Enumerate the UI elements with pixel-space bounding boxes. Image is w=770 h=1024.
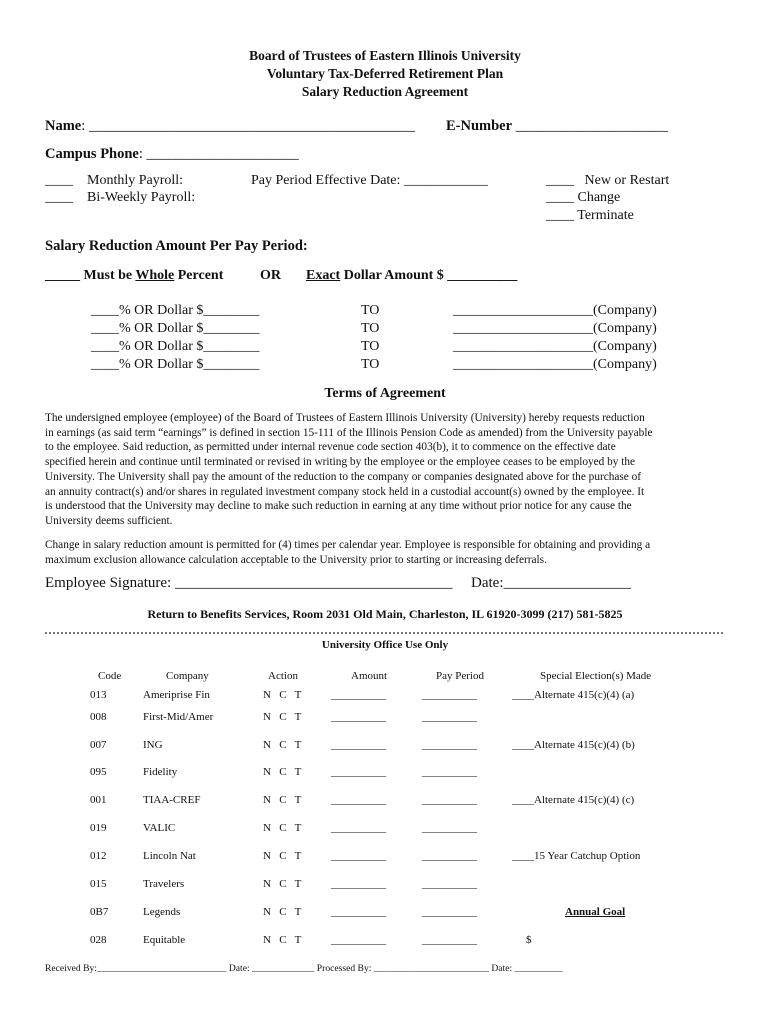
row-amount[interactable]: __________ bbox=[331, 711, 386, 723]
row-code: 019 bbox=[90, 822, 107, 834]
return-address: Return to Benefits Services, Room 2031 Old Main, Charleston, IL 61920-3099 (217) 581-5825 bbox=[147, 607, 623, 621]
row-pay-period[interactable]: __________ bbox=[422, 934, 477, 946]
row-amount[interactable]: __________ bbox=[331, 934, 386, 946]
allocation-left[interactable]: ____% OR Dollar $________ bbox=[91, 357, 260, 372]
row-code: 015 bbox=[90, 878, 107, 890]
row-amount[interactable]: __________ bbox=[331, 878, 386, 890]
row-action[interactable]: N C T bbox=[263, 822, 302, 834]
change-option[interactable]: ____ Change bbox=[546, 190, 621, 205]
row-pay-period[interactable]: __________ bbox=[422, 878, 477, 890]
terms-line: University. The University shall pay the amount of the reduction to the company or companies designated above for the purchase of bbox=[45, 470, 642, 483]
row-action[interactable]: N C T bbox=[263, 850, 302, 862]
allocation-company[interactable]: ____________________(Company) bbox=[453, 339, 657, 354]
row-action[interactable]: N C T bbox=[263, 766, 302, 778]
row-special[interactable]: ____15 Year Catchup Option bbox=[512, 850, 641, 862]
terms-line: The undersigned employee (employee) of the Board of Trustees of Eastern Illinois University (University) hereby requests reduction bbox=[45, 412, 645, 424]
row-code: 028 bbox=[90, 934, 107, 946]
name-label: Name bbox=[45, 118, 82, 134]
row-special[interactable]: ____Alternate 415(c)(4) (b) bbox=[512, 739, 635, 751]
terms-paragraph-1 bbox=[45, 411, 729, 529]
row-code: 007 bbox=[90, 739, 107, 751]
row-pay-period[interactable]: __________ bbox=[422, 689, 477, 701]
terms-line: specified herein and continue until terminated or revised in writing by the employee or the employee ceases to be employed by the bbox=[45, 456, 636, 469]
enumber-label: E-Number bbox=[446, 118, 513, 134]
table-row bbox=[0, 906, 770, 922]
terms-line: University deems sufficient. bbox=[45, 514, 173, 527]
biweekly-payroll-option[interactable]: ____ Bi-Weekly Payroll: bbox=[45, 190, 196, 205]
whole-percent-post: Percent bbox=[174, 268, 224, 283]
row-code: 012 bbox=[90, 850, 107, 862]
terms-line: maximum exclusion allowance calculation acceptable to the University prior to starting or increasing deferrals. bbox=[45, 553, 547, 566]
exact-dollar-option[interactable] bbox=[306, 268, 517, 284]
col-header-action: Action bbox=[268, 670, 298, 682]
allocation-to: TO bbox=[361, 321, 380, 336]
row-action[interactable]: N C T bbox=[263, 711, 302, 723]
row-special[interactable]: ____Alternate 415(c)(4) (c) bbox=[512, 794, 635, 806]
row-pay-period[interactable]: __________ bbox=[422, 850, 477, 862]
name-blank[interactable]: : _____________________________________________ bbox=[81, 118, 416, 134]
whole-word: Whole bbox=[135, 268, 175, 283]
signature-date-field[interactable]: Date:_________________ bbox=[471, 575, 631, 591]
pay-period-effective-date[interactable]: Pay Period Effective Date: ____________ bbox=[251, 173, 488, 188]
exact-word: Exact bbox=[306, 268, 341, 283]
row-amount[interactable]: __________ bbox=[331, 689, 386, 701]
row-code: 0B7 bbox=[90, 906, 109, 918]
col-header-special-elections: Special Election(s) Made bbox=[540, 670, 652, 682]
row-code: 008 bbox=[90, 711, 107, 723]
row-company: TIAA-CREF bbox=[143, 794, 201, 806]
row-amount[interactable]: __________ bbox=[331, 739, 386, 751]
row-company: Fidelity bbox=[143, 766, 178, 778]
office-use-heading: University Office Use Only bbox=[321, 639, 449, 651]
row-action[interactable]: N C T bbox=[263, 794, 302, 806]
annual-goal-amount[interactable]: $ bbox=[526, 934, 532, 946]
allocation-left[interactable]: ____% OR Dollar $________ bbox=[91, 303, 260, 318]
dotted-separator bbox=[45, 632, 723, 634]
allocation-to: TO bbox=[361, 303, 380, 318]
enumber-row bbox=[446, 118, 668, 135]
row-amount[interactable]: __________ bbox=[331, 794, 386, 806]
terms-paragraph-2 bbox=[45, 538, 729, 567]
office-table-header bbox=[0, 670, 770, 686]
row-action[interactable]: N C T bbox=[263, 906, 302, 918]
row-pay-period[interactable]: __________ bbox=[422, 906, 477, 918]
row-company: Equitable bbox=[143, 934, 186, 946]
allocation-left[interactable]: ____% OR Dollar $________ bbox=[91, 321, 260, 336]
row-code: 001 bbox=[90, 794, 107, 806]
row-company: Travelers bbox=[143, 878, 185, 890]
annual-goal-label: Annual Goal bbox=[565, 906, 626, 918]
row-company: VALIC bbox=[143, 822, 176, 834]
form-title-line3: Salary Reduction Agreement bbox=[301, 84, 469, 99]
whole-percent-pre: _____ Must be bbox=[45, 268, 136, 283]
terms-line: is understood that the University may decline to make such reduction in earning at any time without prior notice for any cause the bbox=[45, 500, 632, 513]
terms-line: an annuity contract(s) and/or shares in regulated investment company stock held in a custodial account(s) owned by the employee. It bbox=[45, 485, 645, 498]
enumber-blank[interactable]: _____________________ bbox=[515, 118, 668, 134]
whole-percent-option[interactable] bbox=[45, 268, 223, 284]
row-action[interactable]: N C T bbox=[263, 878, 302, 890]
name-row bbox=[45, 118, 415, 135]
or-label: OR bbox=[260, 268, 281, 283]
table-row bbox=[0, 689, 770, 705]
col-header-amount: Amount bbox=[351, 670, 388, 682]
terminate-option[interactable]: ____ Terminate bbox=[546, 208, 634, 223]
row-company: First-Mid/Amer bbox=[143, 711, 214, 723]
row-action[interactable]: N C T bbox=[263, 934, 302, 946]
campus-phone-blank[interactable]: : _____________________ bbox=[138, 146, 299, 162]
exact-dollar-post: Dollar Amount $ __________ bbox=[340, 268, 518, 283]
allocation-left[interactable]: ____% OR Dollar $________ bbox=[91, 339, 260, 354]
col-header-pay-period: Pay Period bbox=[436, 670, 484, 682]
table-row bbox=[0, 794, 770, 810]
row-company: Lincoln Nat bbox=[143, 850, 196, 862]
row-action[interactable]: N C T bbox=[263, 689, 302, 701]
row-code: 013 bbox=[90, 689, 107, 701]
table-row bbox=[0, 822, 770, 838]
received-processed-line[interactable]: Received By:___________________________ Date: _____________ Processed By: ________________________ Date: __________ bbox=[45, 963, 563, 974]
table-row bbox=[0, 739, 770, 755]
allocation-to: TO bbox=[361, 339, 380, 354]
form-title-line2: Voluntary Tax-Deferred Retirement Plan bbox=[266, 66, 504, 81]
row-code: 095 bbox=[90, 766, 107, 778]
allocation-to: TO bbox=[361, 357, 380, 372]
row-action[interactable]: N C T bbox=[263, 739, 302, 751]
row-pay-period[interactable]: __________ bbox=[422, 739, 477, 751]
row-pay-period[interactable]: __________ bbox=[422, 766, 477, 778]
table-row bbox=[0, 934, 770, 950]
form-title-line1: Board of Trustees of Eastern Illinois University bbox=[249, 48, 521, 63]
row-company: ING bbox=[143, 739, 163, 751]
row-pay-period[interactable]: __________ bbox=[422, 822, 477, 834]
monthly-payroll-option[interactable]: ____ Monthly Payroll: bbox=[45, 173, 184, 188]
allocation-company[interactable]: ____________________(Company) bbox=[453, 357, 657, 372]
terms-line: to the employee. Said reduction, as permitted under internal revenue code section 403(b), it to commence on the effective date bbox=[45, 441, 616, 454]
allocation-company[interactable]: ____________________(Company) bbox=[453, 303, 657, 318]
row-amount[interactable]: __________ bbox=[331, 850, 386, 862]
row-amount[interactable]: __________ bbox=[331, 906, 386, 918]
row-amount[interactable]: __________ bbox=[331, 822, 386, 834]
table-row bbox=[0, 711, 770, 727]
campus-phone-row bbox=[45, 146, 299, 163]
row-pay-period[interactable]: __________ bbox=[422, 711, 477, 723]
col-header-company: Company bbox=[166, 670, 209, 682]
new-or-restart-option[interactable]: ____ New or Restart bbox=[546, 173, 670, 188]
row-special[interactable]: ____Alternate 415(c)(4) (a) bbox=[512, 689, 635, 701]
campus-phone-label: Campus Phone bbox=[45, 146, 139, 162]
terms-line: in earnings (as said term “earnings” is defined in section 15-111 of the Illinois Pension Code as amended) from the University payable bbox=[45, 426, 653, 439]
table-row bbox=[0, 766, 770, 782]
salary-reduction-heading: Salary Reduction Amount Per Pay Period: bbox=[45, 238, 308, 254]
terms-line: Change in salary reduction amount is permitted for (4) times per calendar year. Employee is responsible for obtaining and providing a bbox=[45, 539, 651, 551]
employee-signature-field[interactable]: Employee Signature: _____________________________________ bbox=[45, 575, 453, 591]
row-amount[interactable]: __________ bbox=[331, 766, 386, 778]
terms-heading: Terms of Agreement bbox=[324, 386, 446, 401]
table-row bbox=[0, 878, 770, 894]
table-row bbox=[0, 850, 770, 866]
allocation-company[interactable]: ____________________(Company) bbox=[453, 321, 657, 336]
row-pay-period[interactable]: __________ bbox=[422, 794, 477, 806]
col-header-code: Code bbox=[98, 670, 122, 682]
row-company: Legends bbox=[143, 906, 181, 918]
row-company: Ameriprise Fin bbox=[143, 689, 210, 701]
